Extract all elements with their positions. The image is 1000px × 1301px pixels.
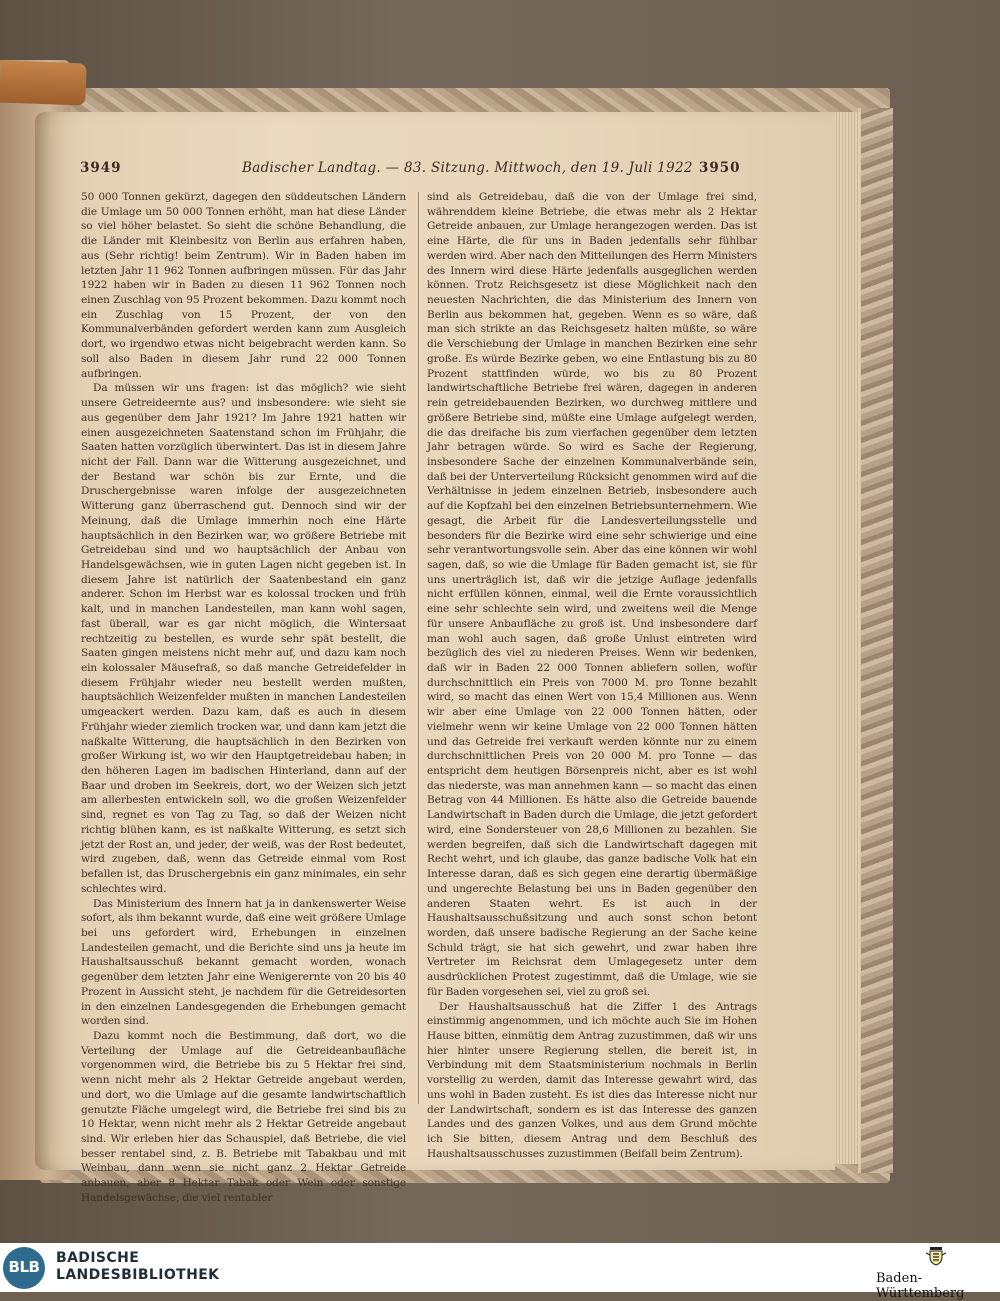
column-divider <box>418 192 419 1104</box>
cover-board-edge <box>858 108 893 1173</box>
paragraph: Der Haushaltsausschuß hat die Ziffer 1 des Antrags einstimmig angenommen, und ich möchte auch Sie im Hohen Hause bitten, einmütig dem Antrag zuzustimmen, daß wir uns hier hinter unsere Regierung stellen, die bereit ist, in Verbindung mit dem Staatsministerium nochmals in Berlin vorstellig zu werden, damit das Interesse gewahrt wird, das uns wohl in Baden zusteht. Es ist dies das Interesse nicht nur der Landwirtschaft, sondern es ist das Interesse des ganzen Landes und des ganzen Volkes, und aus dem Grund möchte ich Sie bitten, diesem Antrag und dem Beschluß des Haushaltsausschusses zuzustimmen (Beifall beim Zentrum). <box>427 1000 757 1160</box>
library-name[interactable] <box>56 1250 219 1284</box>
page-number-left: 3949 <box>80 160 122 176</box>
running-title: Badischer Landtag. — 83. Sitzung. Mittwoch, den 19. Juli 1922 <box>242 160 693 176</box>
bookmark-ribbon <box>0 61 87 106</box>
blb-logo[interactable] <box>3 1247 45 1289</box>
text-column-left <box>81 190 406 1206</box>
paragraph: Das Ministerium des Innern hat ja in dankenswerter Weise sofort, als ihm bekannt wurde, daß eine weit größere Umlage bei uns gefordert wird, Erhebungen in einzelnen Landesteilen gemacht, und die Berichte sind uns ja heute im Haushaltsausschuß bekannt gemacht worden, wonach gegenüber dem letzten Jahr eine Wenigerernte von 20 bis 40 Prozent in Aussicht steht, je nachdem für die Getreidesorten in den einzelnen Landesgegenden die Erhebungen gemacht worden sind. <box>81 897 406 1028</box>
library-name-line1: BADISCHE <box>56 1250 140 1266</box>
paragraph: 50 000 Tonnen gekürzt, dagegen den süddeutschen Ländern die Umlage um 50 000 Tonnen erhöht, man hat diese Länder so viel höher belastet. So sieht die schöne Behandlung, die die Länder mit Kleinbesitz von Berlin aus erfahren haben, aus (Sehr richtig! beim Zentrum). Wir in Baden haben im letzten Jahr 11 962 Tonnen aufbringen müssen. Für das Jahr 1922 haben wir in Baden zu diesen 11 962 Tonnen noch einen Zuschlag von 95 Prozent bekommen. Dazu kommt noch ein Zuschlag von 15 Prozent, der von den Kommunalverbänden gefordert werden kann zum Ausgleich dort, wo irgendwo etwas nicht beigebracht werden kann. So soll also Baden in diesem Jahr rund 22 000 Tonnen aufbringen. <box>81 191 406 380</box>
state-name: Baden-Württemberg <box>876 1271 965 1301</box>
paragraph: Da müssen wir uns fragen: ist das möglich? wie sieht unsere Getreideernte aus? und insbesondere: wie sieht sie aus gegenüber dem Jahr 1921? Im Jahre 1921 hatten wir einen ausgezeichneten Saatenstand schon im Frühjahr, die Saaten hatten vorzüglich überwintert. Das ist in diesem Jahre nicht der Fall. Dann war die Witterung ausgezeichnet, und der Bestand war schön bis zur Ernte, und die Druschergebnisse waren infolge der ausgezeichneten Witterung ganz überraschend gut. Dennoch sind wir der Meinung, daß die Umlage immerhin noch eine Härte hauptsächlich in den Bezirken war, wo größere Betriebe mit Getreidebau sind und wo hauptsächlich der Anbau von Handelsgewächsen, wie in guten Lagen nicht gegeben ist. In diesem Jahre ist natürlich der Saatenbestand ein ganz anderer. Schon im Herbst war es kolossal trocken und früh kalt, und in manchen Landesteilen, man kann wohl sagen, fast überall, war es gar nicht möglich, die Wintersaat rechtzeitig zu bestellen, es wurde sehr spät bestellt, die Saaten gingen meistens nicht mehr auf, und dazu kam noch ein kolossaler Mäusefraß, so daß manche Getreidefelder in diesem Frühjahr wieder neu bestellt werden mußten, hauptsächlich Weizenfelder mußten in manchen Landesteilen umgeackert werden. Dazu kam, daß es auch in diesem Frühjahr wieder ziemlich trocken war, und dann kam jetzt die naßkalte Witterung, die hauptsächlich in den Bezirken von großer Wirkung ist, wo wir den Hauptgetreidebau haben; in den höheren Lagen im badischen Hinterland, dann auf der Baar und droben im Seekreis, dort, wo der Weizen sich jetzt am allerbesten entwickeln soll, wo die großen Weizenfelder sind, regnet es von Tag zu Tag, so daß der Weizen nicht richtig blühen kann, es ist naßkalte Witterung, es setzt sich jetzt der Rost an, und jeder, der weiß, was der Rost bedeutet, wird zugeben, daß, wenn das Getreide einmal vom Rost befallen ist, das Druschergebnis ein ganz minimales, ein sehr schlechtes wird. <box>81 382 406 895</box>
text-column-right <box>427 190 757 1161</box>
paragraph: Dazu kommt noch die Bestimmung, daß dort, wo die Verteilung der Umlage auf die Getreideanbaufläche vorgenommen wird, die Betriebe bis zu 5 Hektar frei sind, wenn nicht mehr als 2 Hektar Getreide angebaut werden, und dort, wo die Umlage auf die gesamte landwirtschaftlich genutzte Fläche umgelegt wird, die Betriebe frei sind bis zu 10 Hektar, wenn nicht mehr als 2 Hektar Getreide angebaut sind. Wir erleben hier das Schauspiel, daß Betriebe, die viel besser rentabel sind, z. B. Betriebe mit Tabakbau und mit Weinbau, dann wenn sie nicht ganz 2 Hektar Getreide anbauen, aber 8 Hektar Tabak oder Wein oder sonstige Handelsgewächse, die viel rentabler <box>81 1029 406 1204</box>
paragraph: sind als Getreidebau, daß die von der Umlage frei sind, währenddem kleine Betriebe, die etwas mehr als 2 Hektar Getreide anbauen, zur Umlage herangezogen werden. Das ist eine Härte, die für uns in Baden jedenfalls sehr fühlbar werden wird. Aber nach den Mitteilungen des Herrn Ministers des Innern wird diese Härte jedenfalls ausgeglichen werden können. Trotz Reichsgesetz ist diese Möglichkeit nach den neuesten Nachrichten, die das Ministerium des Innern von Berlin aus bekommen hat, gegeben. Wenn es so wäre, daß man sich strikte an das Reichsgesetz halten müßte, so wäre die Verschiebung der Umlage in manchen Bezirken eine sehr große. Es würde Bezirke geben, wo eine Entlastung bis zu 80 Prozent stattfinden würde, wo bis zu 80 Prozent landwirtschaftliche Betriebe frei wären, dagegen in anderen rein getreidebauenden Bezirken, wo durchweg mittlere und größere Betriebe sind, müßte eine Umlage aufgelegt werden, die das dreifache bis zum vierfachen gegenüber dem letzten Jahr betragen würde. So wird es Sache der Regierung, insbesondere Sache der einzelnen Kommunalverbände sein, daß bei der Unterverteilung Rücksicht genommen wird auf die Verhältnisse in jedem einzelnen Betrieb, insbesondere auch auf die Kopfzahl bei den einzelnen Betriebsunternehmern. Wie gesagt, die Arbeit für die Landesverteilungsstelle und besonders für die Bezirke wird eine sehr schwierige und eine sehr verantwortungsvolle sein. Aber das eine können wir wohl sagen, daß, so wie die Umlage für Baden gemacht ist, sie für uns unerträglich ist, daß wir die jetzige Auflage jedenfalls nicht erfüllen können, einmal, weil die Ernte voraussichtlich eine sehr schlechte sein wird, und zweitens weil die Menge für unsere Anbaufläche zu groß ist. Und insbesondere darf man wohl auch sagen, daß große Unlust eintreten wird bezüglich des viel zu niederen Preises. Wenn wir bedenken, daß wir in Baden 22 000 Tonnen abliefern sollen, wofür durchschnittlich ein Preis von 7000 M. pro Tonne bezahlt wird, so macht das einen Wert von 15,4 Millionen aus. Wenn wir aber eine Umlage von 22 000 Tonnen hätten, oder vielmehr wenn wir keine Umlage von 22 000 Tonnen hätten und das Getreide frei verkauft werden könnte nur zu einem durchschnittlichen Preis von 20 000 M. pro Tonne — das entspricht dem heutigen Börsenpreis nicht, aber es ist wohl das niederste, was man annehmen kann — so macht das einen Betrag von 44 Millionen. Es hätte also die Getreide bauende Landwirtschaft in Baden durch die Umlage, die jetzt gefordert wird, eine Sondersteuer von 28,6 Millionen zu bezahlen. Sie werden begreifen, daß sich die Landwirtschaft dagegen mit Recht wehrt, und ich glaube, das ganze badische Volk hat ein Interesse daran, daß es sich gegen eine derartig übermäßige und ungerechte Belastung bei uns in Baden gegenüber den anderen Staaten wehrt. Es ist auch in der Haushaltsausschußsitzung und auch sonst schon betont worden, daß unsere badische Regierung an der Sache keine Schuld trägt, sie hat sich gewehrt, und zwar haben ihre Vertreter im Reichsrat dem Umlagegesetz unter dem ausdrücklichen Protest zugestimmt, daß die Umlage, wie sie für Baden vorgesehen sei, viel zu groß sei. <box>427 191 757 998</box>
page-number-right: 3950 <box>699 160 741 176</box>
blb-logo-text: BLB <box>8 1258 40 1276</box>
library-name-line2: LANDESBIBLIOTHEK <box>56 1267 220 1283</box>
coat-of-arms-icon <box>925 1244 947 1266</box>
